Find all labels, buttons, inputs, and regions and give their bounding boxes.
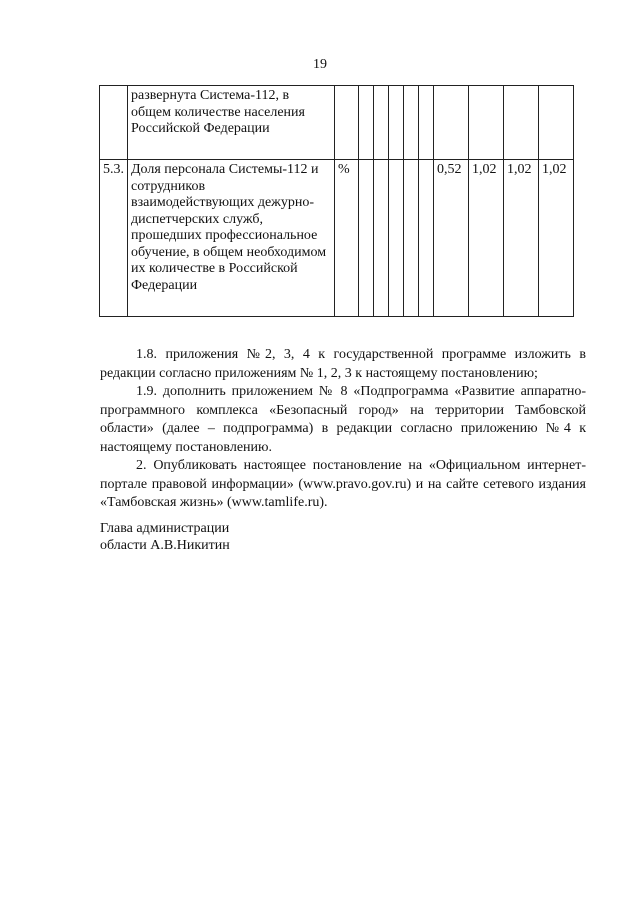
value-cell: [469, 86, 504, 160]
signature-name: области А.В.Никитин: [100, 538, 230, 553]
document-body: [100, 346, 586, 513]
indicator-table: [99, 85, 574, 317]
row-number-cell: [100, 86, 128, 160]
indicator-text-cell: Доля персонала Системы-112 и сотрудников взаимодействующих дежурно-диспетчерских служб, прошедших профессиональное обучение, в общем необходимом их количестве в Российской Федерации: [128, 160, 335, 317]
empty-cell: [404, 86, 419, 160]
paragraph: 2. Опубликовать настоящее постановление на «Официальном интернет-портале правовой информации» (www.pravo.gov.ru) и на сайте сетевого издания «Тамбовская жизнь» (www.tamlife.ru).: [100, 458, 586, 510]
empty-cell: [389, 160, 404, 317]
empty-cell: [419, 86, 434, 160]
paragraph: 1.8. приложения №2, 3, 4 к государственной программе изложить в редакции согласно приложениям № 1, 2, 3 к настоящему постановлению;: [100, 347, 586, 381]
unit-cell: %: [335, 160, 359, 317]
table-row: [100, 86, 574, 160]
signature-title: Глава администрации: [100, 521, 230, 536]
value-cell: 1,02: [539, 160, 574, 317]
row-number-cell: 5.3.: [100, 160, 128, 317]
value-cell: [539, 86, 574, 160]
value-cell: 1,02: [504, 160, 539, 317]
value-cell: [504, 86, 539, 160]
page-number: 19: [313, 57, 327, 72]
paragraph: 1.9. дополнить приложением № 8 «Подпрограмма «Развитие аппаратно-программного комплекса «Безопасный город» на территории Тамбовской области» (далее – подпрограмма) в редакции согласно приложению №4 к настоящему постановлению.: [100, 384, 586, 455]
empty-cell: [404, 160, 419, 317]
empty-cell: [359, 160, 374, 317]
value-cell: [434, 86, 469, 160]
unit-cell: [335, 86, 359, 160]
empty-cell: [374, 160, 389, 317]
empty-cell: [359, 86, 374, 160]
empty-cell: [374, 86, 389, 160]
signature-block: [100, 520, 230, 554]
value-cell: 0,52: [434, 160, 469, 317]
empty-cell: [419, 160, 434, 317]
table-row: [100, 160, 574, 317]
value-cell: 1,02: [469, 160, 504, 317]
empty-cell: [389, 86, 404, 160]
indicator-text-cell: развернута Система-112, в общем количестве населения Российской Федерации: [128, 86, 335, 160]
